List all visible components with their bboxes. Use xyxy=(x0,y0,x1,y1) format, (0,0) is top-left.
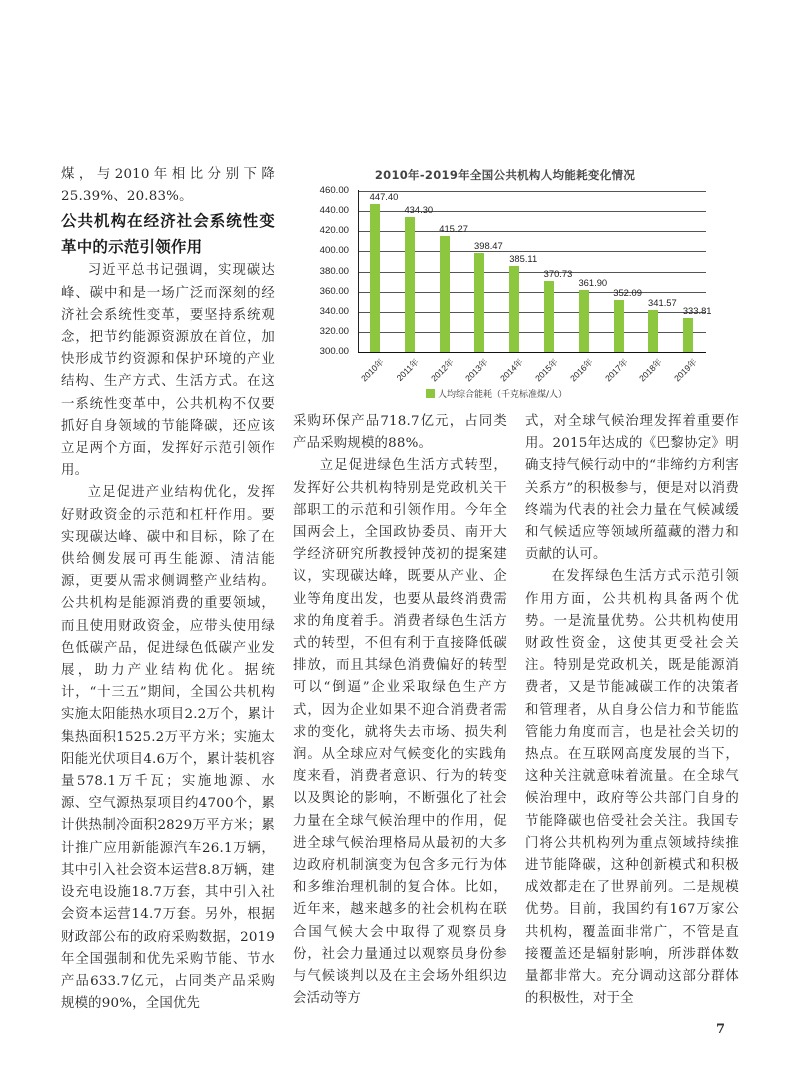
bar-value-label: 361.90 xyxy=(578,276,608,288)
x-tick-label: 2013年 xyxy=(463,356,491,384)
bar xyxy=(648,310,658,352)
paragraph: 式，对全球气候治理发挥着重要作用。2015年达成的《巴黎协定》明确支持气候行动中的“非缔约方利害关系方”的积极参与，便是对以消费终端为代表的社会力量在气候减缓和气候适应等领域所蕴藏的潜力和贡献的认可。 xyxy=(525,414,739,563)
x-tick-label: 2015年 xyxy=(533,356,560,384)
paragraph: 煤，与2010年相比分别下降25.39%、20.83%。 xyxy=(61,167,275,205)
x-tick-label: 2012年 xyxy=(428,356,456,384)
y-tick-label: 320.00 xyxy=(319,325,349,337)
bar xyxy=(370,204,380,352)
y-tick-label: 440.00 xyxy=(319,205,349,217)
bar xyxy=(509,266,519,352)
bar-value-label: 352.09 xyxy=(613,286,642,298)
x-tick-label: 2018年 xyxy=(637,356,665,384)
x-tick-label: 2011年 xyxy=(394,356,421,383)
y-tick-label: 380.00 xyxy=(319,265,349,277)
y-tick-label: 300.00 xyxy=(319,346,349,357)
x-axis xyxy=(358,352,706,353)
bar xyxy=(474,253,484,352)
bar-value-label: 434.30 xyxy=(404,203,434,215)
bar-value-label: 370.73 xyxy=(543,267,573,279)
y-tick-label: 400.00 xyxy=(319,245,349,257)
bar xyxy=(405,217,415,352)
paragraph: 立足促进绿色生活方式转型，发挥好公共机构特别是党政机关干部职工的示范和引领作用。今年全国两会上，全国政协委员、南开大学经济研究所教授钟茂初的提案建议，实现碳达峰，既要从产业、企业等角度出发，也要从最终消费需求的角度着手。消费者绿色生活方式的转型，不但有利于直接降低碳排放，而且其绿色消费偏好的转型可以“倒逼”企业采取绿色生产方式，因为企业如果不迎合消费者需求的变化，就将失去市场、损失利润。从全球应对气候变化的实践角度来看，消费者意识、行为的转变以及舆论的影响，不断强化了社会力量在全球气候治理中的作用，促进全球气候治理格局从最初的大多边政府机制演变为包含多元行为体和多维治理机制的复合体。比如，近年来，越来越多的社会机构在联合国气候大会中取得了观察员身份，社会力量通过以观察员身份参与气候谈判以及在主会场外组织边会活动等方 xyxy=(293,458,507,1007)
column-2 xyxy=(293,411,507,1010)
x-tick-label: 2017年 xyxy=(602,356,630,384)
bar xyxy=(440,236,450,352)
section-heading: 公共机构在经济社会系统性变革中的示范引领作用 xyxy=(61,212,275,257)
y-axis xyxy=(358,190,359,353)
bar-value-label: 415.27 xyxy=(439,223,468,234)
bar-value-label: 341.57 xyxy=(648,297,677,309)
legend-label: 人均综合能耗（千克标准煤/人） xyxy=(438,390,568,400)
y-tick-label: 360.00 xyxy=(319,285,349,297)
paragraph: 习近平总书记强调，实现碳达峰、碳中和是一场广泛而深刻的经济社会系统性变革，要坚持系统观念，把节约能源资源放在首位，加快形成节约资源和保护环境的产业结构、生产方式、生活方式。在这一系统性变革中，公共机构不仅要抓好自身领域的节能降碳，还应该立足两个方面，发挥好示范引领作用。 xyxy=(61,263,275,479)
chart-title: 2010年-2019年全国公共机构人均能耗变化情况 xyxy=(374,168,636,182)
paragraph: 立足促进产业结构优化，发挥好财政资金的示范和杠杆作用。要实现碳达峰、碳中和目标，除了在供给侧发展可再生能源、清洁能源，更要从需求侧调整产业结构。公共机构是能源消费的重要领域，而且使用财政资金，应带头使用绿色低碳产品，促进绿色低碳产业发展，助力产业结构优化。据统计，“十三五”期间，全国公共机构实施太阳能热水项目2.2万个，累计集热面积1525.2万平方米；实施太阳能光伏项目4.6万个，累计装机容量578.1万千瓦；实施地源、水源、空气源热泵项目约4700个，累计供热制冷面积2829万平方米；累计推广应用新能源汽车26.1万辆，其中引入社会资本运营8.8万辆，建设充电设施18.7万套，其中引入社会资本运营14.7万套。另外，根据财政部公布的政府采购数据，2019年全国强制和优先采购节能、节水产品633.7亿元，占同类产品采购规模的90%，全国优先 xyxy=(61,485,275,1012)
energy-consumption-chart xyxy=(295,165,715,405)
bar xyxy=(579,290,589,352)
gridline xyxy=(358,191,706,192)
x-tick-label: 2010年 xyxy=(359,356,386,384)
page-number: 7 xyxy=(716,1022,726,1037)
bar xyxy=(544,281,554,352)
bar-value-label: 447.40 xyxy=(369,190,399,202)
y-tick-label: 340.00 xyxy=(319,305,349,317)
paragraph: 采购环保产品718.7亿元，占同类产品采购规模的88%。 xyxy=(293,414,507,452)
chart-legend xyxy=(426,387,567,400)
bar xyxy=(683,318,693,352)
x-tick-label: 2016年 xyxy=(567,356,595,384)
paragraph: 在发挥绿色生活方式示范引领作用方面，公共机构具备两个优势。一是流量优势。公共机构使用财政性资金，这使其更受社会关注。特别是党政机关，既是能源消费者，又是节能减碳工作的决策者和管理者，从自身公信力和节能监管能力角度而言，也是社会关切的热点。在互联网高度发展的当下，这种关注就意味着流量。在全球气候治理中，政府等公共部门自身的节能降碳也倍受社会关注。我国专门将公共机构列为重点领域持续推进节能降碳，这种创新模式和积极成效都走在了世界前列。二是规模优势。目前，我国约有167万家公共机构，覆盖面非常广，不管是直接覆盖还是辐射影响，所涉群体数量都非常大。充分调动这部分群体的积极性，对于全 xyxy=(525,569,739,1007)
bar xyxy=(614,300,624,352)
y-tick-label: 460.00 xyxy=(319,185,349,196)
x-tick-label: 2014年 xyxy=(498,356,525,384)
y-tick-label: 420.00 xyxy=(319,225,349,237)
column-1 xyxy=(61,164,275,1015)
bar-value-label: 398.47 xyxy=(474,239,503,251)
legend-swatch xyxy=(426,389,435,398)
bar-value-label: 385.11 xyxy=(509,253,538,265)
column-3 xyxy=(525,411,739,1010)
bar-value-label: 333.81 xyxy=(682,304,712,316)
x-tick-label: 2019年 xyxy=(672,356,699,384)
